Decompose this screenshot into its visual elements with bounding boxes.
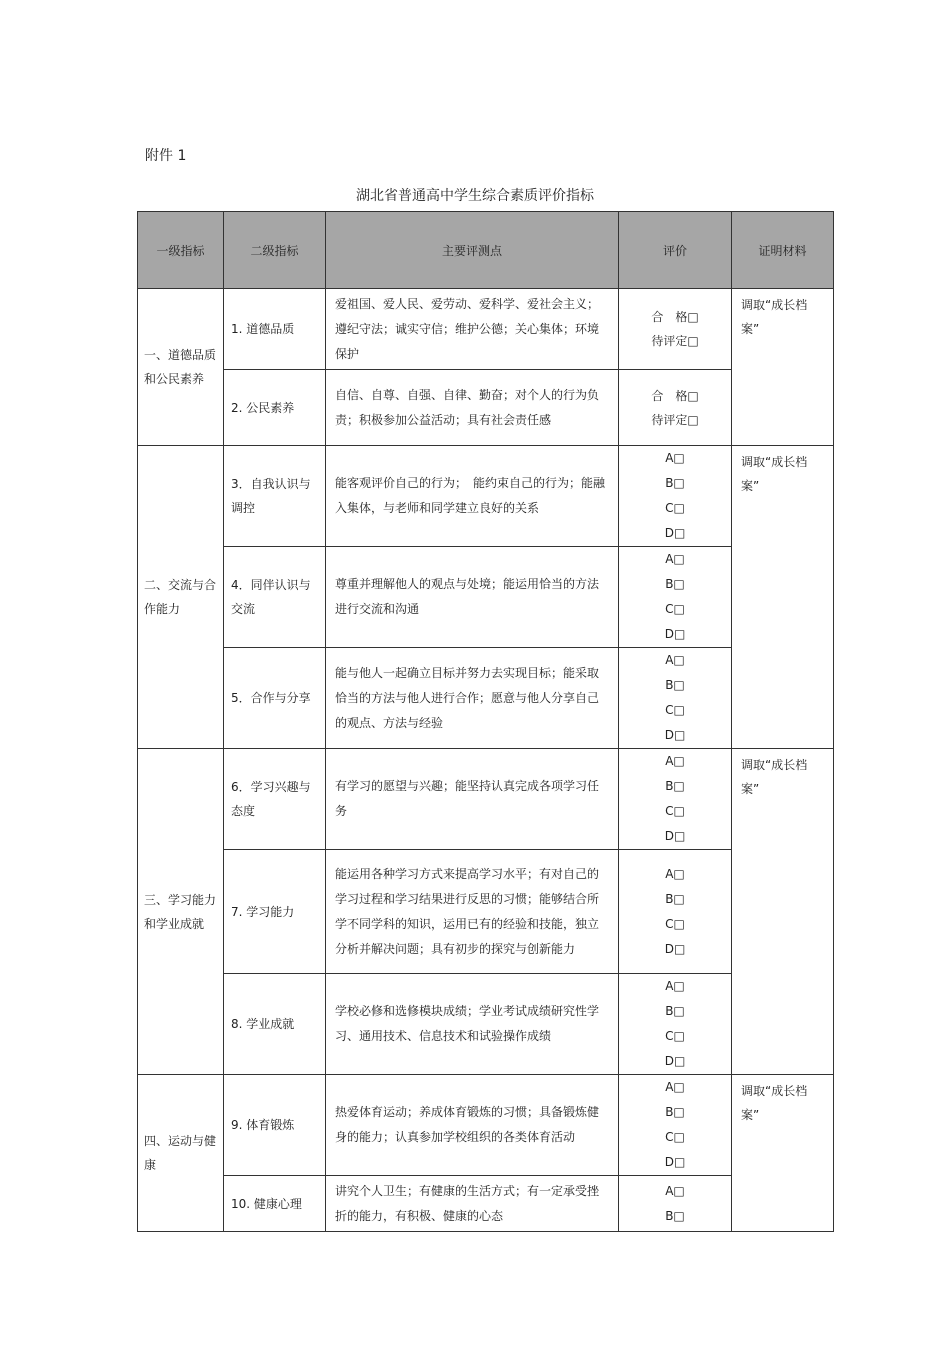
secondary-indicator: 1. 道德品质 — [224, 289, 326, 370]
grade-b-checkbox[interactable]: B□ — [665, 1105, 685, 1119]
primary-indicator: 一、道德品质和公民素养 — [138, 289, 224, 446]
document-title: 湖北省普通高中学生综合素质评价指标 — [356, 188, 594, 204]
grade-d-checkbox[interactable]: D□ — [664, 1155, 686, 1169]
grade-a-checkbox[interactable]: A□ — [665, 754, 685, 768]
grade-d-checkbox[interactable]: D□ — [664, 627, 686, 641]
grade-c-checkbox[interactable]: C□ — [665, 501, 685, 515]
secondary-indicator: 4．同伴认识与交流 — [224, 547, 326, 648]
rating-options — [619, 974, 732, 1075]
rating-options — [619, 446, 732, 547]
secondary-indicator: 8. 学业成就 — [224, 974, 326, 1075]
grade-d-checkbox[interactable]: D□ — [664, 941, 686, 956]
rating-options — [619, 1075, 732, 1176]
table-row — [138, 850, 834, 974]
evidence-material: 调取“成长档案” — [732, 749, 834, 1075]
table-row — [138, 547, 834, 648]
grade-d-checkbox[interactable]: D□ — [664, 829, 686, 843]
grade-c-checkbox[interactable]: C□ — [665, 1130, 685, 1144]
pass-checkbox[interactable]: 合 格□ — [651, 388, 699, 403]
assessment-points: 能客观评价自己的行为； 能约束自己的行为；能融入集体，与老师和同学建立良好的关系 — [326, 446, 619, 547]
table-row — [138, 446, 834, 547]
secondary-indicator: 6．学习兴趣与态度 — [224, 749, 326, 850]
rating-options — [619, 370, 732, 446]
table-row — [138, 370, 834, 446]
grade-a-checkbox[interactable]: A□ — [665, 451, 685, 465]
assessment-points: 爱祖国、爱人民、爱劳动、爱科学、爱社会主义；遵纪守法；诚实守信；维护公德；关心集体；环境保护 — [326, 289, 619, 370]
assessment-points: 能与他人一起确立目标并努力去实现目标；能采取恰当的方法与他人进行合作；愿意与他人分享自己的观点、方法与经验 — [326, 648, 619, 749]
secondary-indicator: 3．自我认识与调控 — [224, 446, 326, 547]
grade-b-checkbox[interactable]: B□ — [665, 577, 685, 591]
table-row — [138, 648, 834, 749]
grade-b-checkbox[interactable]: B□ — [665, 1004, 685, 1018]
grade-a-checkbox[interactable]: A□ — [665, 1183, 685, 1198]
secondary-indicator: 9. 体育锻炼 — [224, 1075, 326, 1176]
secondary-indicator: 10. 健康心理 — [224, 1176, 326, 1232]
pending-checkbox[interactable]: 待评定□ — [651, 334, 699, 348]
pass-checkbox[interactable]: 合 格□ — [651, 310, 699, 324]
grade-b-checkbox[interactable]: B□ — [665, 779, 685, 793]
grade-c-checkbox[interactable]: C□ — [665, 602, 685, 616]
column-header: 一级指标 — [138, 212, 224, 289]
grade-c-checkbox[interactable]: C□ — [665, 1029, 685, 1043]
secondary-indicator: 7. 学习能力 — [224, 850, 326, 974]
assessment-points: 能运用各种学习方式来提高学习水平；有对自己的学习过程和学习结果进行反思的习惯；能够结合所学不同学科的知识，运用已有的经验和技能，独立分析并解决问题；具有初步的探究与创新能力 — [326, 850, 619, 974]
table-row — [138, 1075, 834, 1176]
rating-options — [619, 1176, 732, 1232]
primary-indicator: 二、交流与合作能力 — [138, 446, 224, 749]
secondary-indicator: 2. 公民素养 — [224, 370, 326, 446]
rating-options — [619, 648, 732, 749]
rating-options — [619, 547, 732, 648]
grade-a-checkbox[interactable]: A□ — [665, 653, 685, 667]
table-row — [138, 974, 834, 1075]
assessment-points: 自信、自尊、自强、自律、勤奋；对个人的行为负责；积极参加公益活动；具有社会责任感 — [326, 370, 619, 446]
grade-a-checkbox[interactable]: A□ — [665, 1080, 685, 1094]
grade-a-checkbox[interactable]: A□ — [665, 552, 685, 566]
rating-options — [619, 289, 732, 370]
column-header: 评价 — [619, 212, 732, 289]
rating-options — [619, 749, 732, 850]
primary-indicator: 三、学习能力和学业成就 — [138, 749, 224, 1075]
evidence-material: 调取“成长档案” — [732, 446, 834, 749]
evidence-material: 调取“成长档案” — [732, 289, 834, 446]
grade-d-checkbox[interactable]: D□ — [664, 526, 686, 540]
column-header: 主要评测点 — [326, 212, 619, 289]
grade-c-checkbox[interactable]: C□ — [665, 703, 685, 717]
grade-d-checkbox[interactable]: D□ — [664, 1054, 686, 1068]
grade-b-checkbox[interactable]: B□ — [665, 891, 685, 906]
column-header: 二级指标 — [224, 212, 326, 289]
table-row — [138, 289, 834, 370]
rating-options — [619, 850, 732, 974]
assessment-points: 讲究个人卫生；有健康的生活方式；有一定承受挫折的能力，有积极、健康的心态 — [326, 1176, 619, 1232]
table-row — [138, 749, 834, 850]
grade-b-checkbox[interactable]: B□ — [665, 678, 685, 692]
grade-a-checkbox[interactable]: A□ — [665, 979, 685, 993]
pending-checkbox[interactable]: 待评定□ — [651, 412, 699, 427]
table-header-row — [138, 212, 834, 289]
table-row — [138, 1176, 834, 1232]
grade-c-checkbox[interactable]: C□ — [665, 804, 685, 818]
grade-b-checkbox[interactable]: B□ — [665, 1208, 685, 1223]
primary-indicator: 四、运动与健康 — [138, 1075, 224, 1232]
grade-b-checkbox[interactable]: B□ — [665, 476, 685, 490]
grade-c-checkbox[interactable]: C□ — [665, 916, 685, 931]
grade-a-checkbox[interactable]: A□ — [665, 866, 685, 881]
column-header: 证明材料 — [732, 212, 834, 289]
secondary-indicator: 5．合作与分享 — [224, 648, 326, 749]
grade-d-checkbox[interactable]: D□ — [664, 728, 686, 742]
assessment-points: 学校必修和选修模块成绩；学业考试成绩研究性学习、通用技术、信息技术和试验操作成绩 — [326, 974, 619, 1075]
evidence-material: 调取“成长档案” — [732, 1075, 834, 1232]
attachment-label: 附件 1 — [145, 148, 187, 164]
assessment-points: 尊重并理解他人的观点与处境；能运用恰当的方法进行交流和沟通 — [326, 547, 619, 648]
assessment-points: 热爱体育运动；养成体育锻炼的习惯；具备锻炼健身的能力；认真参加学校组织的各类体育活动 — [326, 1075, 619, 1176]
evaluation-table — [137, 211, 834, 1232]
assessment-points: 有学习的愿望与兴趣；能坚持认真完成各项学习任务 — [326, 749, 619, 850]
